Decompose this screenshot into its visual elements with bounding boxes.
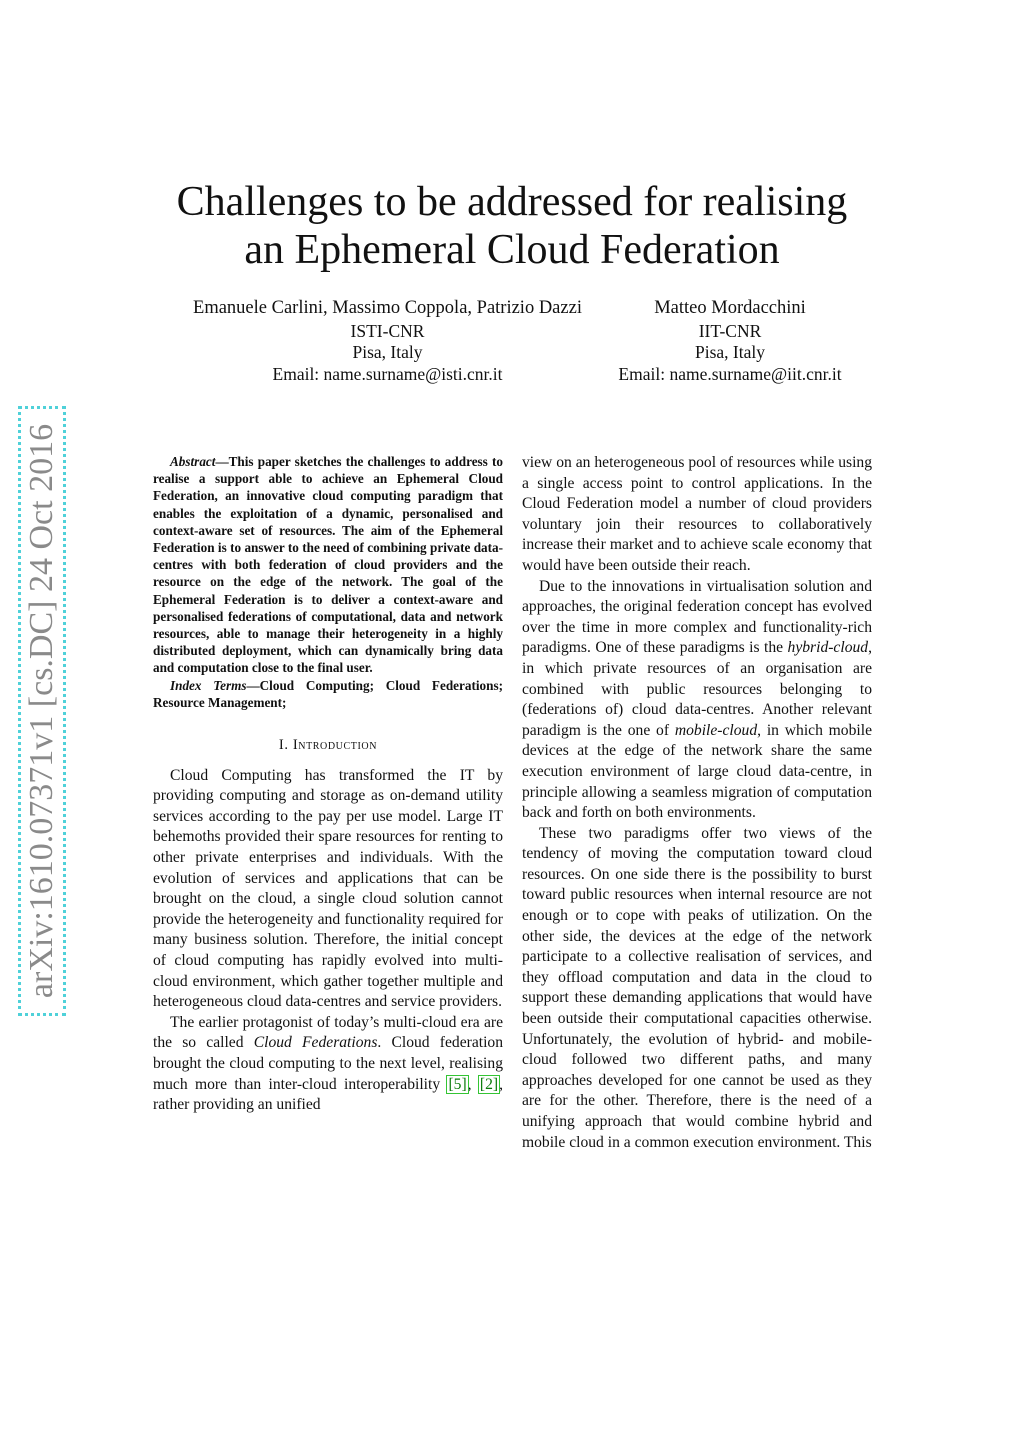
title-line-1: Challenges to be addressed for realising bbox=[176, 179, 848, 225]
paragraph-2-text-c: , rather providing an unified bbox=[153, 1075, 503, 1114]
paragraph-2-text-b: . Cloud federation brought the cloud computing to the next level, realising much more than inter-cloud interoperability bbox=[153, 1034, 503, 1093]
author-names: Emanuele Carlini, Massimo Coppola, Patrizio Dazzi bbox=[193, 298, 582, 318]
paragraph-3-text-b: , in which private resources of an organisation are combined with public resources belonging to (federations of) cloud data-centres. Another relevant paradigm is the one of bbox=[522, 639, 872, 739]
citation-link-5[interactable]: [5] bbox=[448, 1075, 467, 1093]
author-email: Email: name.surname@isti.cnr.it bbox=[272, 363, 503, 384]
paragraph-2-continued: view on an heterogeneous pool of resources while using a single access point to control applications. In the Cloud Federation model a number of cloud providers voluntary join their resources to collaboratively increase their market and to achieve scale economy that would have been outside their reach. bbox=[522, 454, 872, 574]
abstract-label: Abstract bbox=[170, 454, 216, 469]
arxiv-identifier-stamp: arXiv:1610.07371v1 [cs.DC] 24 Oct 2016 bbox=[18, 406, 66, 1016]
index-terms-label: Index Terms bbox=[170, 677, 247, 693]
title-line-2: an Ephemeral Cloud Federation bbox=[244, 227, 780, 273]
section-title: Introduction bbox=[292, 737, 378, 754]
emphasis-mobile-cloud: mobile-cloud bbox=[674, 721, 758, 739]
author-block-1 bbox=[180, 298, 595, 385]
paragraph-3-text-c: , in which mobile devices at the edge of the network share the same execution environment of large cloud data-centre, in principle allowing a seamless migration of computation back and forth on both environments. bbox=[522, 721, 872, 822]
emphasis-hybrid-cloud: hybrid-cloud bbox=[787, 639, 869, 657]
section-heading-introduction bbox=[153, 735, 503, 756]
abstract: Abstract—This paper sketches the challenges to address to realise a support able to achieve an Ephemeral Cloud Federation, an innovative cloud computing paradigm that enables the exploitation of a dynamic, personalised and context-aware set of resources. The aim of the Ephemeral Federation is to answer to the need of combining private data-centres with both federation of cloud providers and the resource on the edge of the network. The goal of the Ephemeral Federation is to deliver a context-aware and personalised federations of computational, data and network resources, able to manage their heterogeneity in a highly distributed deployment, which can dynamically bring data and computation close to the final user. bbox=[153, 454, 503, 676]
right-column bbox=[522, 453, 872, 1153]
citation-link-2[interactable]: [2] bbox=[479, 1075, 499, 1093]
index-terms: Index Terms—Cloud Computing; Cloud Federations; Resource Management; bbox=[153, 677, 503, 710]
author-location: Pisa, Italy bbox=[352, 342, 423, 362]
paragraph-4: These two paradigms offer two views of the tendency of moving the computation toward cloud resources. On one side there is the possibility to burst toward public resources when internal resource are not enough or to cope with peaks of utilization. On the other side, the devices at the edge of the network participate to a collective realisation of services, and they offload computation and data in the cloud to support these demanding applications that would have been outside their computational capacities otherwise. Unfortunately, the evolution of hybrid- and mobile- cloud followed two different paths, and many approaches developed for one cannot be used as they are for the other. Therefore, there is the need of a unifying approach that would combine hybrid and mobile cloud in a common execution environment. This bbox=[522, 824, 872, 1151]
author-affiliation: ISTI-CNR bbox=[350, 320, 425, 341]
paragraph-3-text-a: Due to the innovations in virtualisation solution and approaches, the original federation concept has evolved over the time in more complex and functionality-rich paradigms. One of these paradigms is the bbox=[522, 577, 872, 657]
index-terms-text: Cloud Computing; Cloud Federations; Resource Management; bbox=[153, 677, 503, 710]
paragraph-1: Cloud Computing has transformed the IT by providing computing and storage as on-demand utility services according to the pay per use model. Large IT behemoths provided their spare resources for renting to other private enterprises and individuals. With the evolution of services and applications that can be brought on the cloud, a single cloud solution cannot provide the heterogeneity and functionality required for many business solution. Therefore, the initial concept of cloud computing has rapidly evolved into multi-cloud environment, which gather together multiple and heterogeneous cloud data-centres and service providers. bbox=[153, 766, 503, 1011]
left-column bbox=[153, 453, 503, 1116]
section-number: I. bbox=[278, 737, 289, 754]
emphasis-cloud-federations: Cloud Federations bbox=[253, 1034, 378, 1052]
author-names: Matteo Mordacchini bbox=[654, 298, 806, 318]
paragraph-2 bbox=[153, 1013, 503, 1116]
paragraph-3 bbox=[522, 577, 872, 824]
paragraph-2-text-a: The earlier protagonist of today’s multi-cloud era are the so called bbox=[153, 1013, 503, 1052]
author-block-2 bbox=[610, 298, 850, 385]
paper-title bbox=[100, 178, 924, 274]
author-location: Pisa, Italy bbox=[695, 342, 765, 362]
author-affiliation: IIT-CNR bbox=[698, 320, 762, 341]
abstract-text: This paper sketches the challenges to address to realise a support able to achieve an Ephemeral Cloud Federation, an innovative cloud computing paradigm that enables the exploitation of a dynamic, personalised and context-aware set of resources. The aim of the Ephemeral Federation is to answer to the need of combining private data-centres with both federation of cloud providers and the resource on the edge of the network. The goal of the Ephemeral Federation is to deliver a context-aware and personalised federations of computational, data and network resources, able to manage their heterogeneity in a highly distributed deployment, which can dynamically bring data and computation close to the final user. bbox=[153, 454, 503, 676]
citation-separator: , bbox=[467, 1075, 479, 1093]
author-email: Email: name.surname@iit.cnr.it bbox=[618, 363, 842, 384]
